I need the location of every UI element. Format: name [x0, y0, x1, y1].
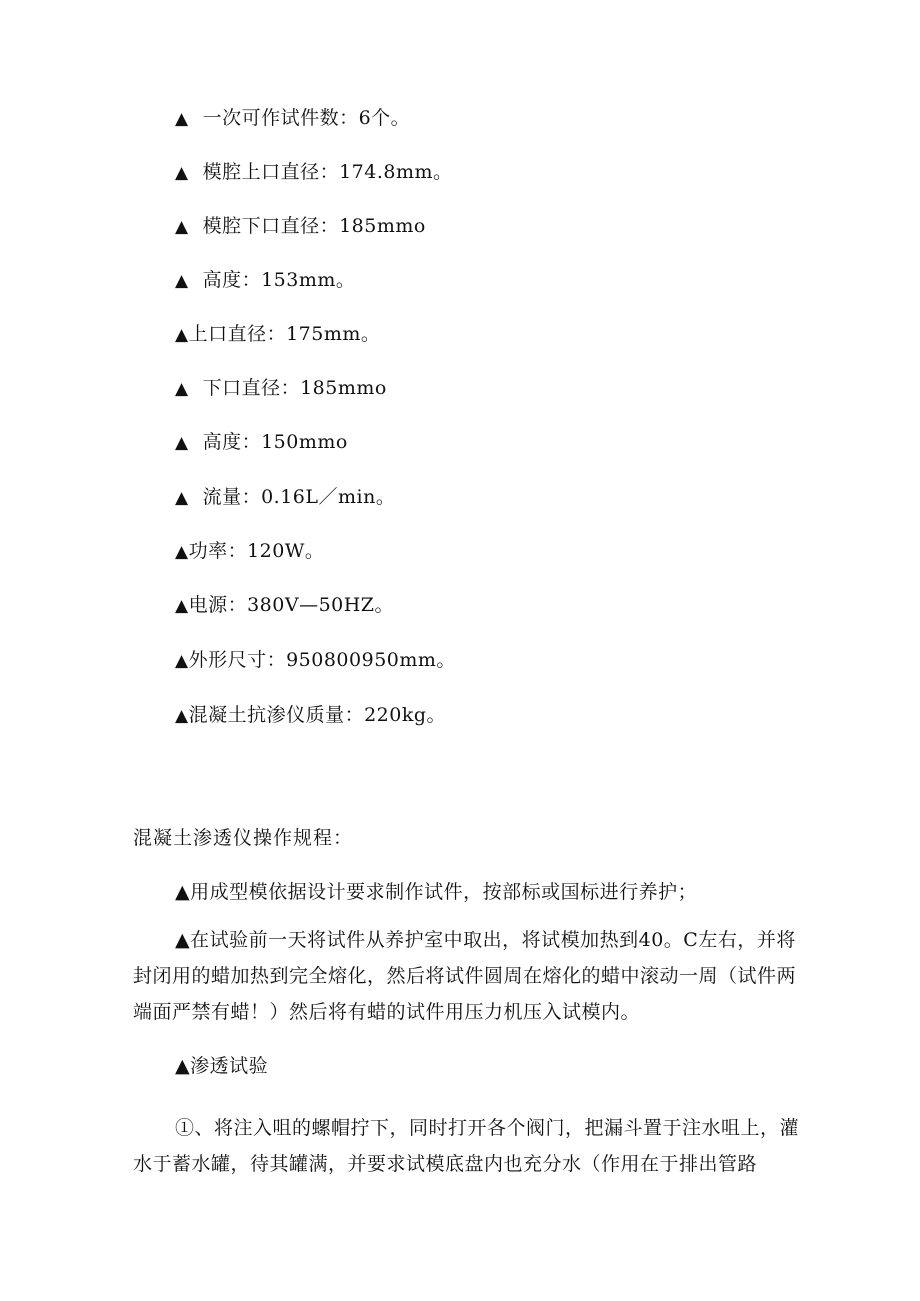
- spec-text: 模腔上口直径：174.8mm。: [202, 161, 453, 183]
- spec-item: [175, 593, 394, 618]
- spec-text: 功率：120W。: [188, 540, 325, 562]
- spec-item: [175, 430, 348, 455]
- spec-item: [175, 648, 456, 673]
- procedure-step: ①、将注入咀的螺帽拧下，同时打开各个阀门，把漏斗置于注水咀上，灌水于蓄水罐，待其罐满，并要求试模底盘内也充分水（作用在于排出管路: [133, 1117, 800, 1175]
- spec-item: [175, 160, 453, 185]
- spec-item: [175, 539, 324, 564]
- spec-text: 下口直径：185mmo: [202, 377, 387, 399]
- triangle-bullet-icon: ▲: [175, 163, 189, 183]
- triangle-bullet-icon: ▲: [175, 325, 189, 345]
- spec-text: 外形尺寸：950800950mm。: [188, 649, 456, 671]
- spec-text: 高度：150mmo: [202, 431, 348, 453]
- spec-text: 一次可作试件数：6个。: [202, 107, 411, 129]
- triangle-bullet-icon: ▲: [175, 706, 189, 726]
- spec-text: 模腔下口直径：185mmo: [202, 215, 426, 237]
- spec-item: [175, 376, 387, 401]
- triangle-bullet-icon: ▲: [175, 433, 189, 453]
- spec-item: [175, 268, 355, 293]
- spec-text: 电源：380V—50HZ。: [188, 594, 395, 616]
- spec-text: 混凝土抗渗仪质量：220kg。: [188, 704, 447, 726]
- procedure-step: ▲渗透试验: [175, 1055, 269, 1077]
- triangle-bullet-icon: ▲: [175, 596, 189, 616]
- procedure-heading: 混凝土渗透仪操作规程：: [133, 827, 354, 849]
- triangle-bullet-icon: ▲: [175, 109, 189, 129]
- spec-item: [175, 485, 395, 510]
- procedure-step: ▲用成型模依据设计要求制作试件，按部标或国标进行养护；: [175, 881, 698, 903]
- spec-text: 高度：153mm。: [202, 269, 356, 291]
- spec-text: 流量：0.16L／min。: [202, 486, 396, 508]
- triangle-bullet-icon: ▲: [175, 217, 189, 237]
- spec-item: [175, 106, 410, 131]
- triangle-bullet-icon: ▲: [175, 271, 189, 291]
- procedure-step: ▲在试验前一天将试件从养护室中取出，将试模加热到40。C左右，并将封闭用的蜡加热到完全熔化，然后将试件圆周在熔化的蜡中滚动一周（试件两端面严禁有蜡！）然后将有蜡的试件用压力机压入试模内。: [133, 929, 797, 1023]
- spec-item: [175, 214, 426, 239]
- triangle-bullet-icon: ▲: [175, 379, 189, 399]
- spec-item: [175, 322, 380, 347]
- triangle-bullet-icon: ▲: [175, 651, 189, 671]
- triangle-bullet-icon: ▲: [175, 488, 189, 508]
- triangle-bullet-icon: ▲: [175, 542, 189, 562]
- spec-item: [175, 703, 446, 728]
- spec-text: 上口直径：175mm。: [188, 323, 381, 345]
